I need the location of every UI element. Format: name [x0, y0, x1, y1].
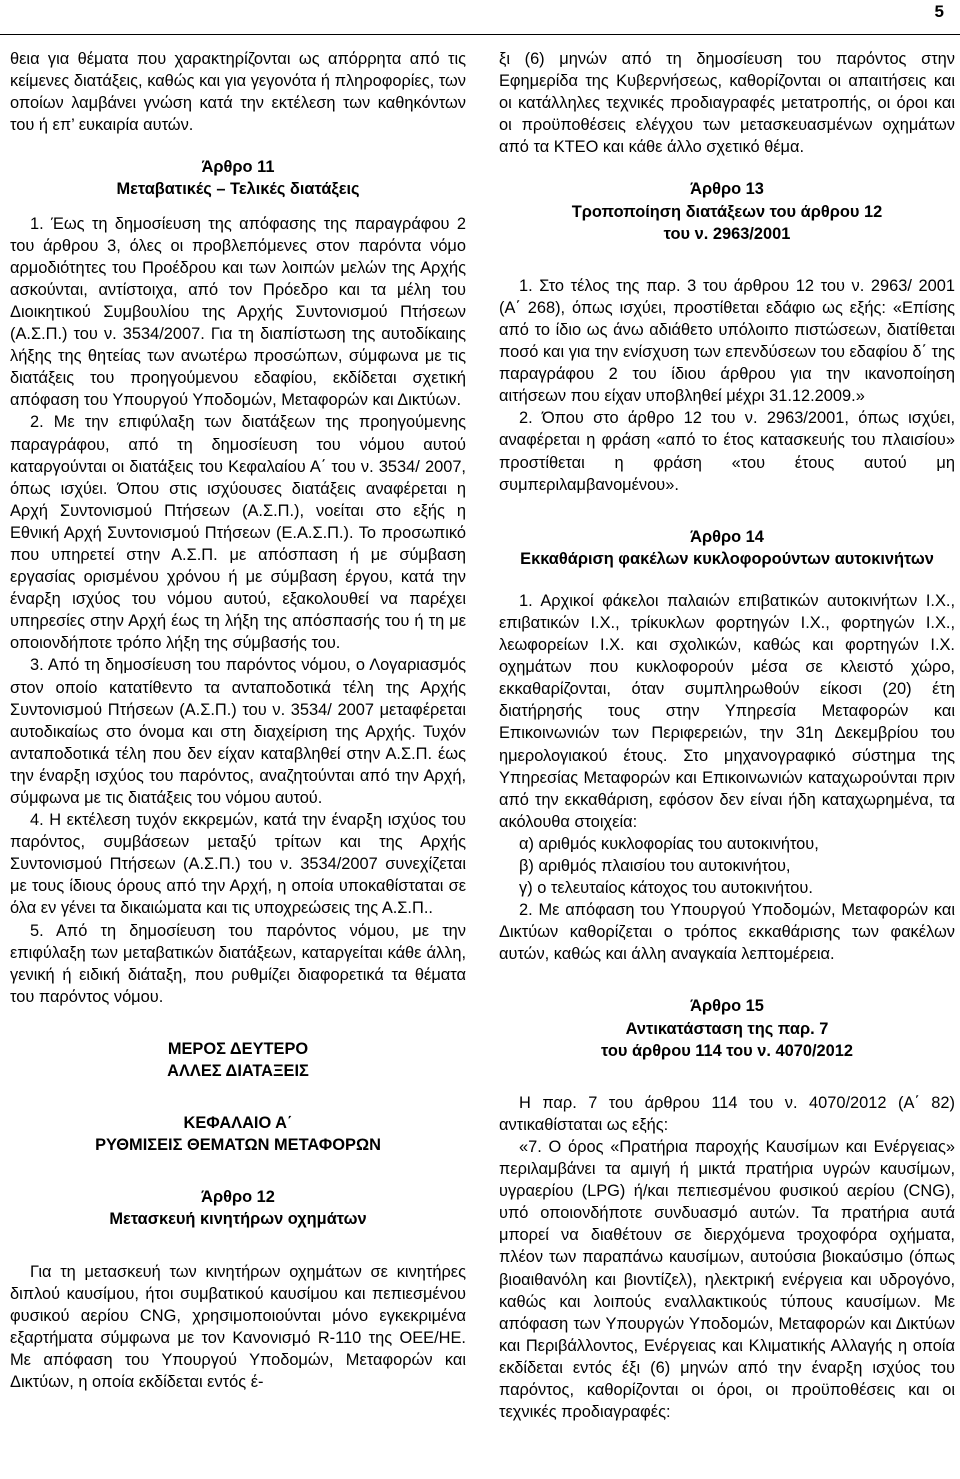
article-12-subtitle: Μετασκευή κινητήρων οχημάτων — [109, 1210, 367, 1229]
article-15-title: Άρθρο 15 — [690, 997, 764, 1016]
article-11-title: Άρθρο 11 — [201, 158, 275, 177]
article-11-paragraph-1: 1. Έως τη δημοσίευση της απόφασης της παραγράφου 2 του άρθρου 3, όλες οι προβλεπόμενες στον παρόντα νόμο αρμοδιότητες του Προέδρου και των λοιπών μελών της Αρχής ασκούνται, αντίστοιχα, από τον Πρόεδρο και τα μέλη του Διοικητικού Συμβουλίου της Αρχής Συντονισμού Πτήσεων (Α.Σ.Π.) του ν. 3534/2007. Για τη διαπίστωση της αυτοδίκαιης λήξης της θητείας των ανωτέρω προσώπων, σύμφωνα με τις διατάξεις του προηγούμενου εδαφίου, εκδίδεται σχετική απόφαση του Υπουργού Υποδομών, Μεταφορών και Δικτύων. — [10, 214, 466, 410]
left-column — [10, 48, 466, 1393]
continuation-paragraph: ξι (6) μηνών από τη δημοσίευση του παρόντος στην Εφημερίδα της Κυβερνήσεως, καθορίζονται οι απαιτήσεις και οι κατάλληλες τεχνικές προδιαγραφές μετατροπής, οι όροι και οι προϋποθέσεις ελέγχου των μετασκευασμένων οχημάτων από τα ΚΤΕΟ και κάθε άλλο σχετικό θέμα. — [499, 50, 955, 157]
article-15-paragraph-2: «7. Ο όρος «Πρατήρια παροχής Καυσίμων και Ενέργειας» περιλαμβάνει τα αμιγή ή μικτά πρατήρια υγρών καυσίμων, υγραερίου (LPG) ή/και πεπιεσμένου φυσικού αερίου (CNG), υπό οποιονδήποτε συνδυασμό αυτών. Τα πρατήρια αυτά μπορεί να διαθέτουν σε διερχόμενα τροχοφόρα οχήματα, πλέον των παραπάνω καυσίμων, αυτούσια βιοκαύσιμο (όπως βιοαιθανόλη και βιοντίζελ), ηλεκτρική ενέργεια και υδρογόνο, καθώς και λοιπούς εναλλακτικούς τύπους καυσίμων. Με απόφαση των Υπουργών Υποδομών, Μεταφορών και Δικτύων και Περιβάλλοντος, Ενέργειας και Κλιματικής Αλλαγής η οποία εκδίδεται εντός έξι (6) μηνών από την έναρξη ισχύος του παρόντος, καθορίζονται οι όροι, οι προϋποθέσεις και οι τεχνικές προδιαγραφές: — [499, 1137, 955, 1422]
chapter-title: ΚΕΦΑΛΑΙΟ Α΄ — [183, 1114, 293, 1133]
article-11-paragraph-5: 5. Από τη δημοσίευση του παρόντος νόμου, με την επιφύλαξη των μεταβατικών διατάξεων, καταργείται κάθε άλλη, γενική ή ειδική διάταξη, που ρυθμίζει διαφορετικά τα θέματα του παρόντος νόμου. — [10, 921, 466, 1006]
page-number: 5 — [934, 2, 944, 21]
article-13-paragraph-1: 1. Στο τέλος της παρ. 3 του άρθρου 12 του ν. 2963/ 2001 (Α΄ 268), όπως ισχύει, προστίθεται εδάφιο ως εξής: «Επίσης από το ίδιο ως άνω αδιάθετο υπόλοιπο πιστώσεων, διατίθεται ποσό και για την ενίσχυση των επενδύσεων του εδαφίου δ΄ της παραγράφου 2 του ίδιου άρθρου για την ικανοποίηση αιτήσεων που είχαν υποβληθεί μέχρι 31.12.2009.» — [499, 276, 955, 406]
article-13-subtitle: Τροποποίηση διατάξεων του άρθρου 12 — [571, 202, 883, 221]
article-11-paragraph-4: 4. Η εκτέλεση τυχόν εκκρεμών, κατά την έναρξη ισχύος του παρόντος, συμβάσεων μεταξύ τρίτων και της Αρχής Συντονισμού Πτήσεων (Α.Σ.Π.) του ν. 3534/2007 συνεχίζεται με τους ίδιους όρους από την Αρχή, η οποία υποκαθίσταται σε όλα εν γένει τα δικαιώματα και τις υποχρεώσεις της Α.Σ.Π.. — [10, 811, 466, 918]
article-14-paragraph-1: 1. Αρχικοί φάκελοι παλαιών επιβατικών αυτοκινήτων Ι.Χ., επιβατικών Ι.Χ., τρίκυκλων φορτηγών Ι.Χ., φορτηγών Ι.Χ., λεωφορείων Ι.Χ. και σχολικών, καθώς και φορτηγών Ι.Χ. οχημάτων που κυκλοφορούν μέσα σε κλειστό χώρο, εκκαθαρίζονται, όταν συμπληρωθούν είκοσι (20) έτη διατήρησής τους στην Υπηρεσία Μεταφορών και Επικοινωνιών των Περιφερειών, την 31η Δεκεμβρίου του ημερολογιακού έτους. Στο μηχανογραφικό σύστημα της Υπηρεσίας Μεταφορών και Επικοινωνιών καταχωρούνται πριν από την εκκαθάριση, εφόσον δεν είναι ήδη καταχωρημένα, τα ακόλουθα στοιχεία: — [499, 591, 955, 831]
article-13-title: Άρθρο 13 — [690, 180, 764, 199]
part-subtitle: ΑΛΛΕΣ ΔΙΑΤΑΞΕΙΣ — [167, 1062, 309, 1081]
article-13-paragraph-2: 2. Όπου στο άρθρο 12 του ν. 2963/2001, όπως ισχύει, αναφέρεται η φράση «από το έτος κατασκευής του πλαισίου» προστίθεται η φράση «του έτους αυτού μη συμπεριλαμβανομένου». — [499, 409, 955, 494]
article-14-title: Άρθρο 14 — [690, 527, 764, 546]
chapter-subtitle: ΡΥΘΜΙΣΕΙΣ ΘΕΜΑΤΩΝ ΜΕΤΑΦΟΡΩΝ — [95, 1136, 381, 1155]
article-14-subtitle: Εκκαθάριση φακέλων κυκλοφορούντων αυτοκινήτων — [520, 549, 934, 568]
part-title: ΜΕΡΟΣ ΔΕΥΤΕΡΟ — [167, 1039, 309, 1058]
article-15-paragraph-1: Η παρ. 7 του άρθρου 114 του ν. 4070/2012 (Α΄ 82) αντικαθίσταται ως εξής: — [499, 1093, 955, 1134]
article-15-subtitle: Αντικατάσταση της παρ. 7 — [625, 1019, 829, 1038]
article-14-item-c: γ) ο τελευταίος κάτοχος του αυτοκινήτου. — [519, 879, 813, 898]
article-14-item-a: α) αριθμός κυκλοφορίας του αυτοκινήτου, — [519, 834, 819, 853]
article-11-paragraph-2: 2. Με την επιφύλαξη των διατάξεων της προηγούμενης παραγράφου, από τη δημοσίευση του νόμου αυτού καταργούνται οι διατάξεις του Κεφαλαίου Α΄ του ν. 3534/ 2007, όπως ισχύει. Όπου στις ισχύουσες διατάξεις αναφέρεται η Αρχή Συντονισμού Πτήσεων (Α.Σ.Π.), νοείται στο εξής η Εθνική Αρχή Συντονισμού Πτήσεων (Ε.Α.Σ.Π.). Το προσωπικό που υπηρετεί στην Α.Σ.Π. με απόσπαση ή με σύμβαση εργασίας ορισμένου χρόνου ή με σύμβαση έργου, κατά την έναρξη ισχύος του νόμου αυτού, εξακολουθεί να παρέχει υπηρεσίες στην Αρχή έως τη λήξη της απόσπασής του ή τη με οποιονδήποτε τρόπο λήξη της σύμβασής του. — [10, 413, 466, 653]
article-14-paragraph-2: 2. Με απόφαση του Υπουργού Υποδομών, Μεταφορών και Δικτύων καθορίζεται ο τρόπος εκκαθάρισης των φακέλων αυτών, καθώς και άλλη αναγκαία λεπτομέρεια. — [499, 901, 955, 964]
intro-paragraph: θεια για θέματα που χαρακτηρίζονται ως απόρρητα από τις κείμενες διατάξεις, καθώς και για γεγονότα ή πληροφορίες, των οποίων λαμβάνει γνώση κατά την εκτέλεση των καθηκόντων του ή επ’ ευκαιρία αυτών. — [10, 50, 466, 135]
article-12-paragraph-1: Για τη μετασκευή των κινητήρων οχημάτων σε κινητήρες διπλού καυσίμου, ήτοι συμβατικού καυσίμου και πεπιεσμένου φυσικού αερίου CNG, χρησιμοποιούνται μόνο εγκεκριμένα εξαρτήματα σύμφωνα με τον Κανονισμό R-110 της ΟΕΕ/ΗΕ. Με απόφαση του Υπουργού Υποδομών, Μεταφορών και Δικτύων, η οποία εκδίδεται εντός έ- — [10, 1262, 466, 1391]
article-15-subtitle-2: του άρθρου 114 του ν. 4070/2012 — [601, 1041, 853, 1060]
article-14-item-b: β) αριθμός πλαισίου του αυτοκινήτου, — [519, 857, 791, 875]
right-column — [499, 48, 955, 1423]
article-11-subtitle: Μεταβατικές – Τελικές διατάξεις — [116, 180, 360, 199]
article-13-subtitle-2: του ν. 2963/2001 — [663, 224, 791, 243]
header-rule — [0, 34, 960, 35]
article-11-paragraph-3: 3. Από τη δημοσίευση του παρόντος νόμου, ο Λογαριασμός στον οποίο κατατίθεντο τα ανταποδοτικά τέλη της Αρχής Συντονισμού Πτήσεων (Α.Σ.Π.) του ν. 3534/ 2007 μεταφέρεται αυτοδικαίως στο όνομα και στη διαχείριση της Αρχής. Τυχόν ανταποδοτικά τέλη που δεν είχαν καταβληθεί στην Α.Σ.Π. έως την έναρξη ισχύος του παρόντος, αναζητούνται από την Αρχή, σύμφωνα με τις διατάξεις του νόμου αυτού. — [10, 656, 466, 807]
article-12-title: Άρθρο 12 — [201, 1188, 275, 1207]
